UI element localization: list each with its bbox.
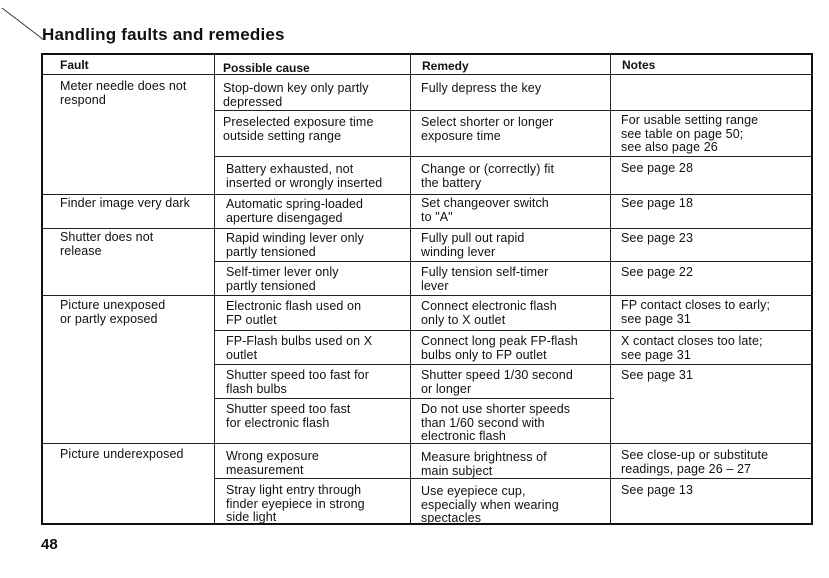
remedy-cell: Shutter speed 1/30 second or longer [421, 368, 573, 396]
notes-cell: See page 18 [621, 196, 693, 210]
cause-cell: Stray light entry through finder eyepiece in strong side light [226, 483, 365, 524]
remedy-cell: Use eyepiece cup, especially when wearing spectacles [421, 484, 559, 525]
cause-cell: Battery exhausted, not inserted or wrongly inserted [226, 162, 383, 190]
remedy-cell: Fully depress the key [421, 81, 542, 95]
row-divider [214, 398, 614, 399]
fault-shutter: Shutter does not release [60, 230, 154, 258]
header-cause: Possible cause [223, 61, 310, 75]
notes-cell: See close-up or substitute readings, page 26 – 27 [621, 448, 769, 476]
remedy-cell: Select shorter or longer exposure time [421, 115, 554, 143]
notes-cell: FP contact closes to early; see page 31 [621, 298, 771, 326]
notes-cell: For usable setting range see table on page 50; see also page 26 [621, 113, 759, 154]
header-fault: Fault [60, 58, 89, 72]
remedy-cell: Fully tension self-timer lever [421, 265, 549, 293]
cause-cell: Preselected exposure time outside setting range [223, 115, 374, 143]
cause-cell: Self-timer lever only partly tensioned [226, 265, 339, 293]
cause-cell: Shutter speed too fast for flash bulbs [226, 368, 369, 396]
notes-cell: X contact closes too late; see page 31 [621, 334, 763, 362]
page-title: Handling faults and remedies [42, 25, 285, 44]
fault-divider-3 [43, 295, 811, 296]
col-divider-3 [610, 55, 611, 523]
cause-cell: Shutter speed too fast for electronic flash [226, 402, 351, 430]
header-remedy: Remedy [422, 59, 469, 73]
cause-cell: Wrong exposure measurement [226, 449, 319, 477]
col-divider-2 [410, 55, 411, 523]
fault-finder: Finder image very dark [60, 196, 191, 210]
row-divider [214, 478, 811, 479]
remedy-cell: Connect electronic flash only to X outlet [421, 299, 557, 327]
notes-cell: See page 28 [621, 161, 693, 175]
fault-unexposed: Picture unexposed or partly exposed [60, 298, 166, 326]
header-notes: Notes [622, 58, 656, 72]
col-divider-1 [214, 55, 215, 523]
fault-divider-2 [43, 228, 811, 229]
cause-cell: Automatic spring-loaded aperture disengaged [226, 197, 364, 225]
row-divider [214, 261, 811, 262]
header-rule [43, 74, 811, 75]
remedy-cell: Set changeover switch to "A" [421, 196, 549, 224]
row-divider [214, 330, 811, 331]
remedy-cell: Change or (correctly) fit the battery [421, 162, 555, 190]
faults-table [41, 53, 813, 525]
page-number: 48 [41, 536, 58, 553]
cause-cell: FP-Flash bulbs used on X outlet [226, 334, 373, 362]
cause-cell: Rapid winding lever only partly tensioned [226, 231, 364, 259]
cause-cell: Electronic flash used on FP outlet [226, 299, 362, 327]
remedy-cell: Fully pull out rapid winding lever [421, 231, 525, 259]
remedy-cell: Do not use shorter speeds than 1/60 second with electronic flash [421, 402, 571, 443]
fault-divider-1 [43, 194, 811, 195]
notes-cell: See page 22 [621, 265, 693, 279]
row-divider [214, 364, 811, 365]
notes-cell: See page 23 [621, 231, 693, 245]
remedy-cell: Connect long peak FP-flash bulbs only to FP outlet [421, 334, 578, 362]
fault-underexposed: Picture underexposed [60, 447, 184, 461]
cause-cell: Stop-down key only partly depressed [223, 81, 369, 109]
remedy-cell: Measure brightness of main subject [421, 450, 547, 478]
row-divider [214, 156, 811, 157]
fault-meter: Meter needle does not respond [60, 79, 187, 107]
notes-cell: See page 31 [621, 368, 693, 382]
row-divider [214, 110, 811, 111]
notes-cell: See page 13 [621, 483, 693, 497]
